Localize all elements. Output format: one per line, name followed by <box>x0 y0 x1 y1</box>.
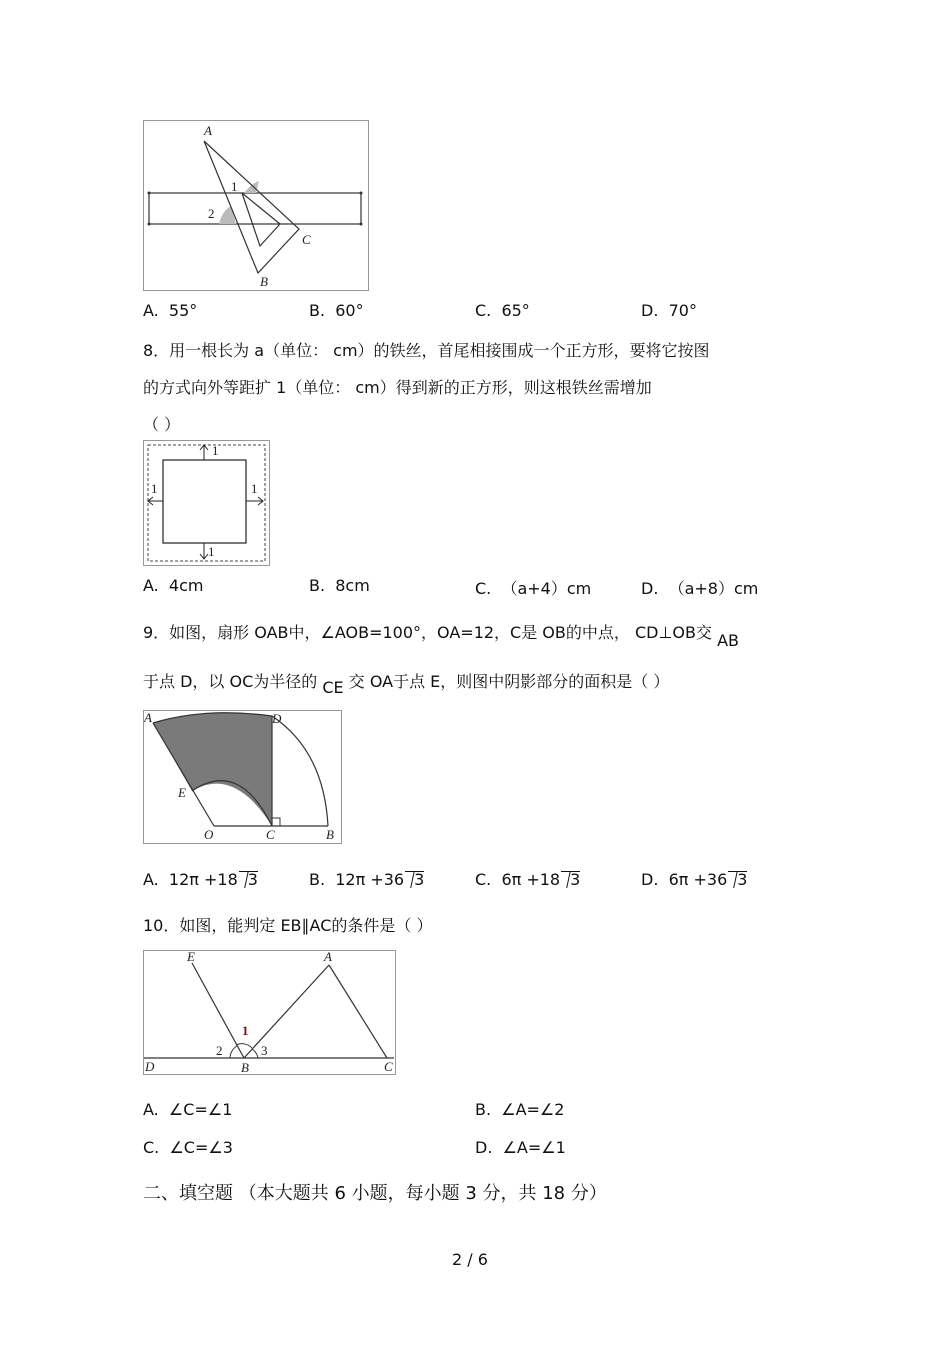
q8-option-d-letter: D. <box>641 579 659 598</box>
q9-option-d-text: 6π +36 <box>668 870 728 889</box>
q8-label-right: 1 <box>251 481 258 496</box>
q10-label-c: C <box>384 1059 393 1074</box>
q10-option-b <box>475 1100 564 1119</box>
q9-option-c-letter: C. <box>475 870 492 889</box>
q9-option-c-text: 6π +18 <box>501 870 561 889</box>
q10-option-b-letter: B. <box>475 1100 492 1119</box>
q9-arc-ce: CE <box>322 678 344 697</box>
q7-label-b: B <box>260 274 268 289</box>
q8-option-d <box>641 576 758 599</box>
section-2-title: 二、填空题 （本大题共 6 小题，每小题 3 分，共 18 分） <box>143 1183 607 1204</box>
q7-label-a: A <box>204 123 212 138</box>
q8-label-left: 1 <box>151 481 158 496</box>
q7-option-d-text: 70° <box>668 301 697 320</box>
q9-label-b: B <box>326 827 334 842</box>
q8-figure <box>143 440 270 566</box>
q10-option-d-letter: D. <box>475 1138 493 1157</box>
q10-label-1: 1 <box>242 1023 249 1038</box>
q7-option-b <box>309 301 364 320</box>
q8-option-a <box>143 576 203 595</box>
q10-option-c-text: ∠C=∠3 <box>169 1138 233 1157</box>
q8-option-b <box>309 576 370 595</box>
q10-option-d-text: ∠A=∠1 <box>502 1138 566 1157</box>
q9-option-b-sqrt: 3 <box>405 871 424 888</box>
q8-stem-line1: 8．用一根长为 a（单位： cm）的铁丝，首尾相接围成一个正方形，要将它按图 <box>143 341 710 360</box>
q9-stem-line2-pre: 于点 D，以 OC为半径的 <box>143 672 318 691</box>
q10-label-2: 2 <box>216 1043 223 1058</box>
q10-figure <box>143 950 396 1075</box>
q10-option-a-text: ∠C=∠1 <box>168 1100 233 1119</box>
q10-label-d: D <box>145 1059 155 1074</box>
q8-option-c <box>475 576 591 599</box>
q10-option-d <box>475 1138 566 1157</box>
q9-option-b-letter: B. <box>309 870 326 889</box>
q7-option-a-letter: A. <box>143 301 159 320</box>
q8-option-d-text: （a+8）cm <box>668 579 759 598</box>
q8-option-a-text: 4cm <box>168 576 204 595</box>
page-number: 2 / 6 <box>452 1250 488 1269</box>
q10-option-c-letter: C. <box>143 1138 160 1157</box>
q7-label-2: 2 <box>208 206 215 221</box>
q9-label-o: O <box>204 827 214 842</box>
q7-option-b-text: 60° <box>335 301 364 320</box>
q9-option-d-sqrt: 3 <box>728 871 747 888</box>
q9-label-c: C <box>266 827 275 842</box>
q7-option-c-letter: C. <box>475 301 492 320</box>
q7-option-a-text: 55° <box>168 301 198 320</box>
q10-option-b-text: ∠A=∠2 <box>501 1100 565 1119</box>
q9-stem-line2-post: 交 OA于点 E，则图中阴影部分的面积是（ ） <box>348 672 670 691</box>
q10-label-a: A <box>324 951 332 964</box>
q7-option-b-letter: B. <box>309 301 326 320</box>
q8-label-bottom: 1 <box>208 544 215 559</box>
q7-option-d <box>641 301 697 320</box>
q9-option-b-text: 12π +36 <box>335 870 405 889</box>
q9-option-a-sqrt: 3 <box>239 871 258 888</box>
q9-option-a-text: 12π +18 <box>168 870 238 889</box>
q8-stem-line2: 的方式向外等距扩 1（单位： cm）得到新的正方形，则这根铁丝需增加 <box>143 378 652 397</box>
q9-option-b <box>309 870 424 889</box>
q10-label-b: B <box>241 1060 249 1074</box>
q7-figure <box>143 120 369 291</box>
q7-option-d-letter: D. <box>641 301 659 320</box>
q9-option-d <box>641 870 747 889</box>
q9-label-d: D <box>272 711 282 726</box>
q8-option-a-letter: A. <box>143 576 159 595</box>
q9-stem-line2 <box>143 669 670 697</box>
q10-label-3: 3 <box>261 1043 268 1058</box>
q8-option-c-letter: C. <box>475 579 492 598</box>
q9-stem-line1 <box>143 620 739 650</box>
q9-option-a <box>143 870 258 889</box>
q10-option-c <box>143 1138 233 1157</box>
q7-option-c <box>475 301 530 320</box>
q9-arc-ab: AB <box>717 631 739 650</box>
q9-label-a: A <box>144 711 152 725</box>
q8-option-c-text: （a+4）cm <box>501 579 592 598</box>
q9-option-a-letter: A. <box>143 870 159 889</box>
q8-stem-line3: （ ） <box>143 415 181 434</box>
q10-option-a-letter: A. <box>143 1100 159 1119</box>
q10-option-a <box>143 1100 232 1119</box>
q9-option-d-letter: D. <box>641 870 659 889</box>
q8-option-b-text: 8cm <box>335 576 370 595</box>
q7-option-c-text: 65° <box>501 301 530 320</box>
q10-stem: 10．如图，能判定 EB∥AC的条件是（ ） <box>143 916 433 935</box>
q9-stem-line1-text: 9．如图，扇形 OAB中，∠AOB=100°，OA=12，C是 OB的中点， CD⊥OB交 <box>143 623 712 642</box>
q9-option-c <box>475 870 580 889</box>
q10-label-e: E <box>187 951 195 964</box>
q7-option-a <box>143 301 197 320</box>
q9-option-c-sqrt: 3 <box>561 871 580 888</box>
q8-option-b-letter: B. <box>309 576 326 595</box>
q9-label-e: E <box>178 785 186 800</box>
q9-figure <box>143 710 342 844</box>
q7-label-1: 1 <box>231 179 238 194</box>
q8-label-top: 1 <box>212 443 219 458</box>
q7-label-c: C <box>302 232 311 247</box>
